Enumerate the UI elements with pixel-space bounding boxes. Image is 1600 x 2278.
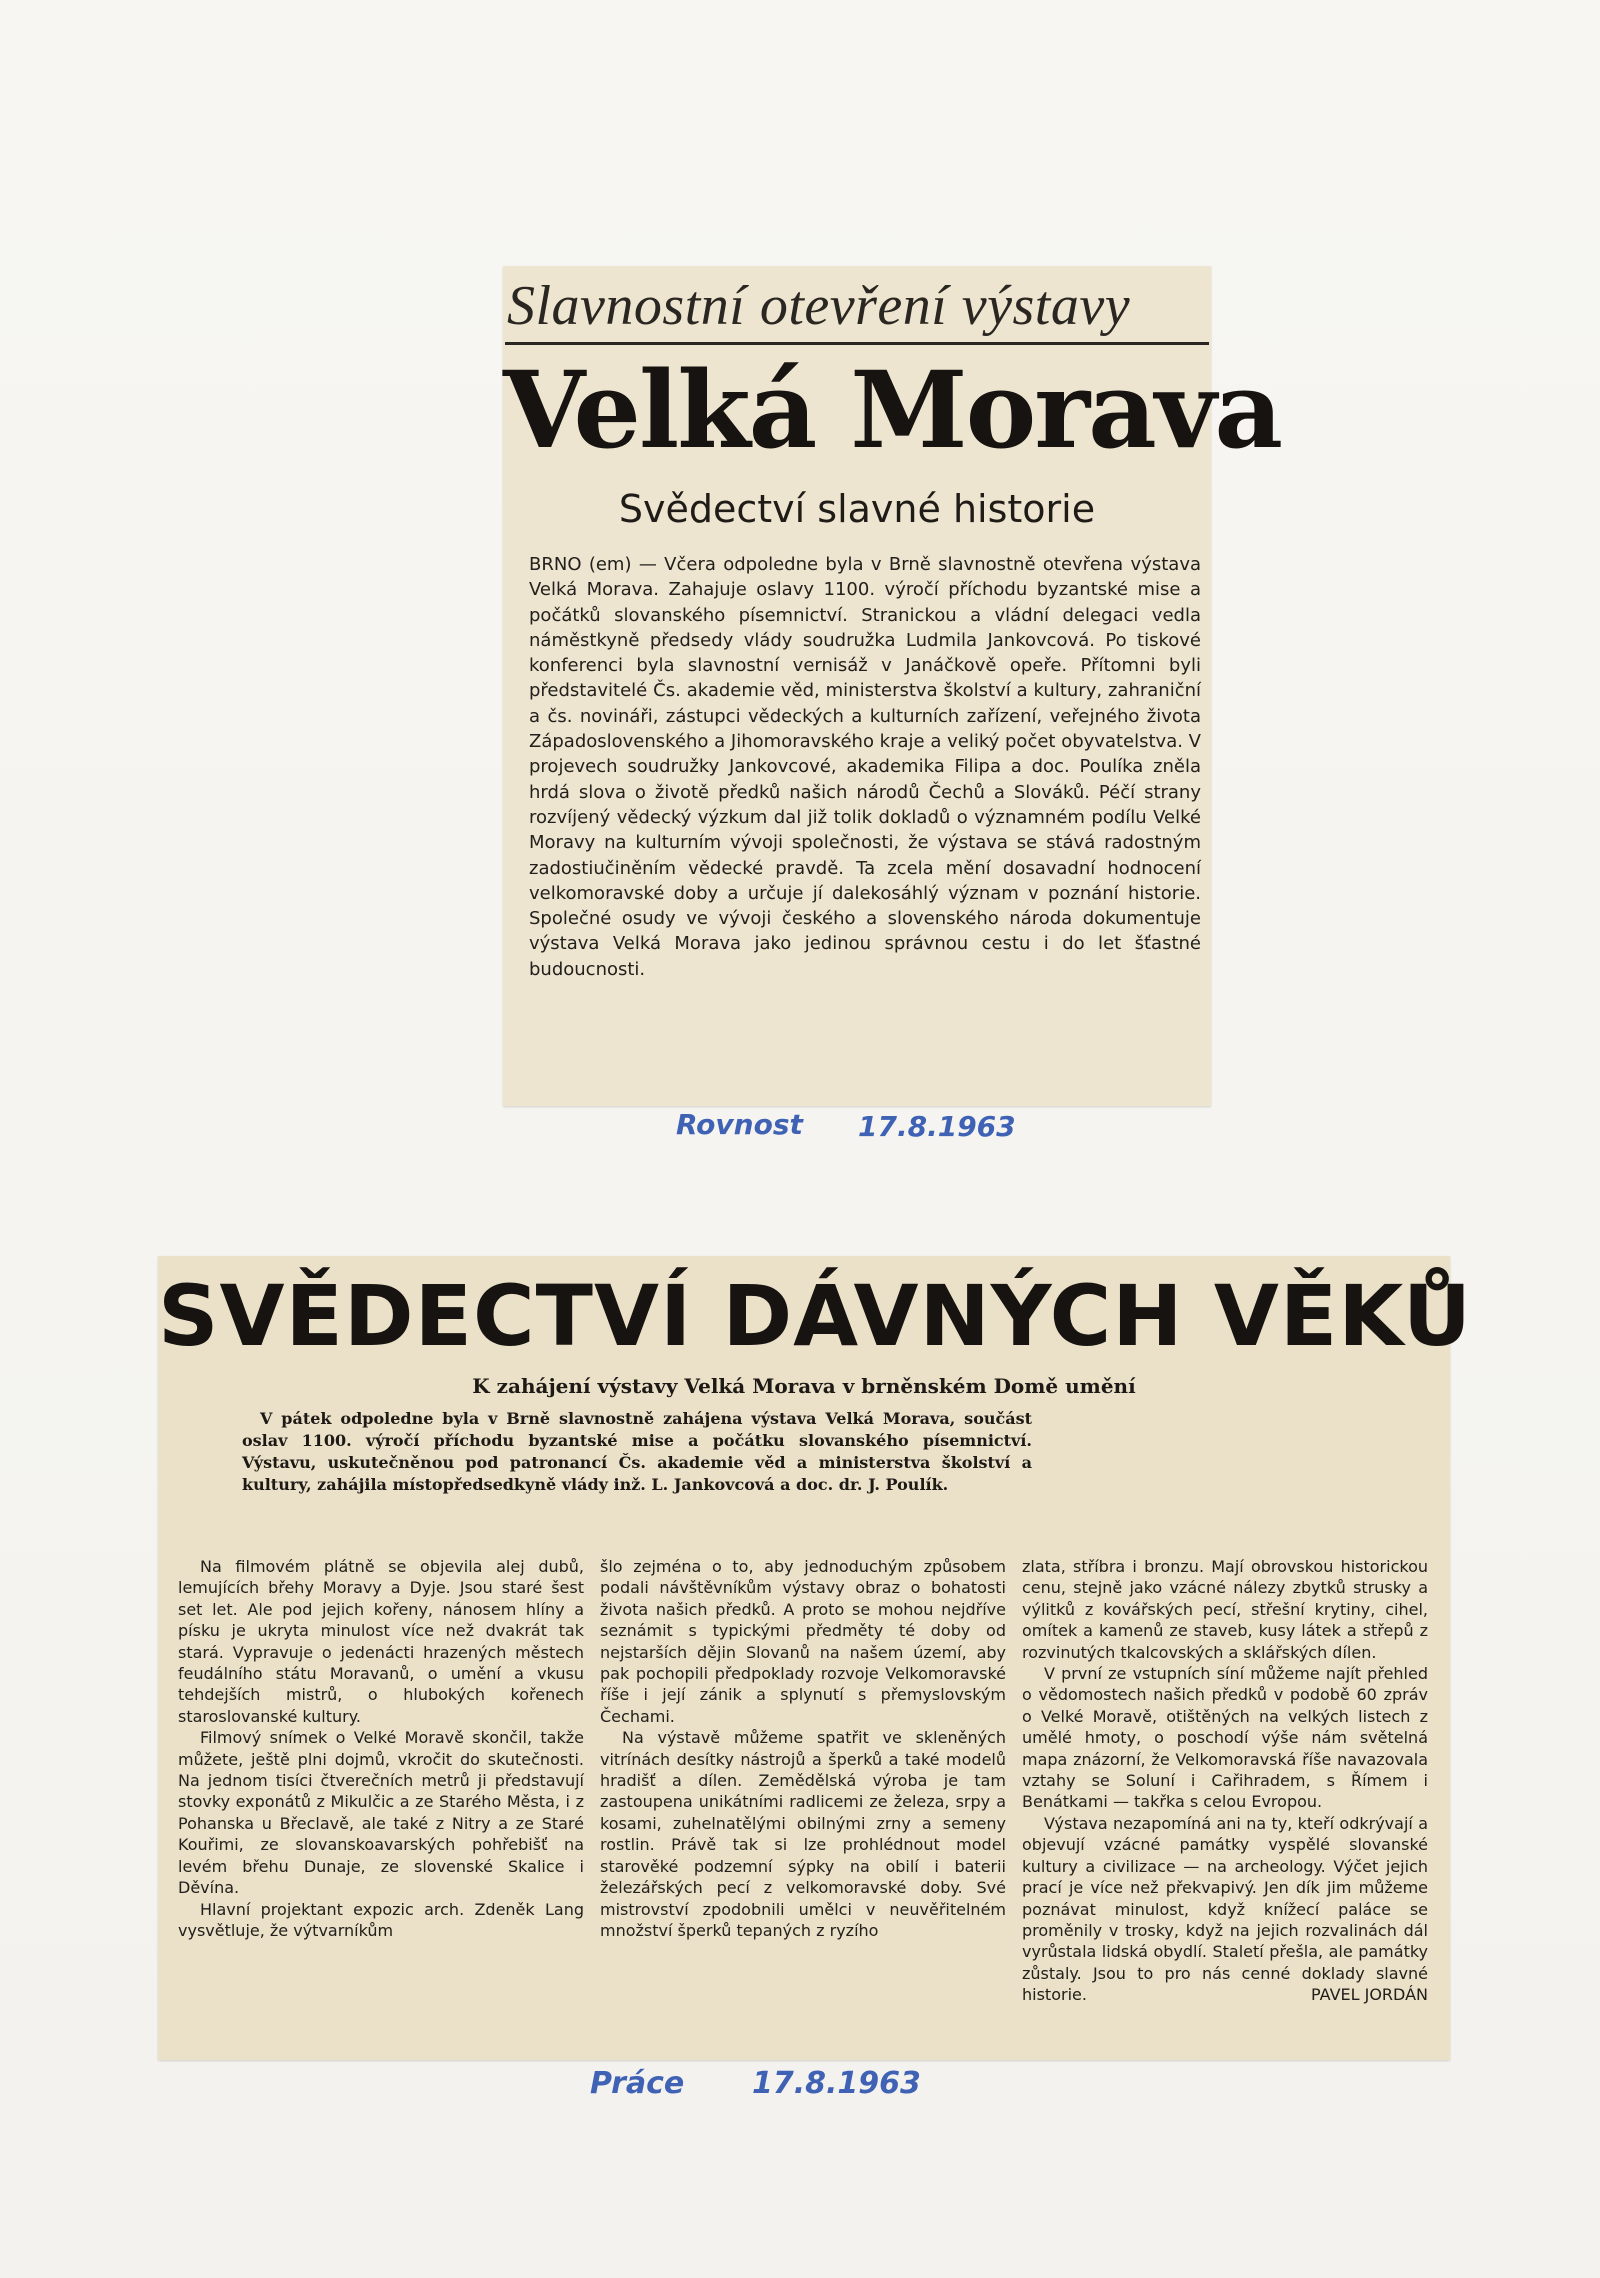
paragraph: zlata, stříbra i bronzu. Mají obrovskou historickou cenu, stejně jako vzácné nálezy zbytků strusky a výlitků z kovářských pecí, střešní krytiny, cihel, omítek a kamenů ze staveb, kusy látek a střepů z rozvinutých tkalcovských a sklářských dílen. — [1022, 1557, 1428, 1662]
article-column-2 — [600, 1556, 1006, 1941]
article-subhead: K zahájení výstavy Velká Morava v brněnském Domě umění — [472, 1374, 1136, 1398]
newspaper-clipping-prace — [158, 1256, 1473, 2060]
article-subhead: Svědectví slavné historie — [618, 487, 1096, 531]
handwritten-source-note: Rovnost — [676, 1108, 803, 1141]
article-column-3 — [1022, 1556, 1428, 2006]
article-body: BRNO (em) — Včera odpoledne byla v Brně slavnostně otevřena výstava Velká Morava. Zahajuje oslavy 1100. výročí příchodu byzantské mise a počátků slovanského písemnictví. Stranickou a vládní delegaci vedla náměstkyně předsedy vlády soudružka Ludmila Jankovcová. Po tiskové konferenci byla slavnostní vernisáž v Janáčkově opeře. Přítomni byli představitelé Čs. akademie věd, ministerstva školství a kultury, zahraniční a čs. novináři, zástupci vědeckých a kulturních zařízení, veřejného života Západoslovenského a Jihomoravského kraje a veliký počet obyvatelstva. V projevech soudružky Jankovcové, akademika Filipa a doc. Poulíka zněla hrdá slova o životě předků našich národů Čechů a Slováků. Péčí strany rozvíjený vědecký výzkum dal již tolik dokladů o významném podílu Velké Moravy na kulturním vývoji společnosti, že výstava se stává radostným zadostiučiněním vědecké pravdě. Ta zcela mění dosavadní hodnocení velkomoravské doby a určuje jí dalekosáhlý význam v poznání historie. Společné osudy ve vývoji českého a slovenského národa dokumentuje výstava Velká Morava jako jedinou správnou cestu i do let šťastné budoucnosti. — [529, 554, 1201, 980]
paragraph: šlo zejména o to, aby jednoduchým způsobem podali návštěvníkům výstavy obraz o bohatosti života našich předků. A proto se mohou nejdříve seznámit s typickými předměty té doby od nejstarších dějin Slovanů na našem území, aby pak pochopili předpoklady rozvoje Velkomoravské říše i její zánik a splynutí s přemyslovským Čechami. — [600, 1557, 1006, 1726]
article-column-1 — [178, 1556, 584, 1941]
handwritten-date-note: 17.8.1963 — [752, 2066, 921, 2101]
paragraph: Na výstavě můžeme spatřit ve skleněných vitrínách desítky nástrojů a šperků a také modelů hradišť a dílen. Zemědělská výroba je tam zastoupena unikátními radlicemi ze železa, srpy a kosami, zuhelnatělými obilnými zrny a semeny rostlin. Právě tak si lze prohlédnout model starověké podzemní sýpky na obilí i baterii železářských pecí z velkomoravské doby. Své mistrovství zpodobnili umělci v neuvěřitelném množství šperků tepaných z ryzího — [600, 1728, 1006, 1940]
article-kicker: Slavnostní otevření výstavy — [507, 275, 1131, 337]
article-headline: SVĚDECTVÍ DÁVNÝCH VĚKŮ — [158, 1267, 1473, 1365]
article-lead: V pátek odpoledne byla v Brně slavnostně zahájena výstava Velká Morava, součást oslav 1100. výročí příchodu byzantské mise a počátku slovanského písemnictví. Výstavu, uskutečněnou pod patronancí Čs. akademie věd a ministerstva školství a kultury, zahájila místopředsedkyně vlády inž. L. Jankovcová a doc. dr. J. Poulík. — [242, 1409, 1032, 1494]
paragraph: V první ze vstupních síní můžeme najít přehled o vědomostech našich předků v podobě 60 zpráv o Velké Moravě, otištěných na velkých listech z umělé hmoty, o poschodí výše nám světelná mapa znázorní, že Velkomoravská říše navazovala vztahy se Soluní i Cařihradem, s Římem i Benátkami — takřka s celou Evropou. — [1022, 1664, 1428, 1812]
newspaper-clipping-rovnost — [503, 266, 1282, 1106]
paragraph-text: Výstava nezapomíná ani na ty, kteří odkrývají a objevují vzácné památky vyspělé slovanské kultury a civilizace — na archeology. Výčet jejich prací je více než překvapivý. Jen dík jim můžeme poznávat minulost, když knížecí paláce se proměnily v trosky, když na jejich rozvalinách dál vyrůstala lidská obydlí. Staletí přešla, ale památky zůstaly. Jsou to pro nás cenné doklady slavné historie. — [1022, 1813, 1428, 2005]
paragraph: Hlavní projektant expozic arch. Zdeněk Lang vysvětluje, že výtvarníkům — [178, 1899, 584, 1940]
paragraph — [1022, 1813, 1428, 2006]
author-byline: PAVEL JORDÁN — [1311, 1985, 1428, 2005]
article-headline: Velká Morava — [503, 347, 1282, 472]
paragraph: Na filmovém plátně se objevila alej dubů, lemujících břehy Moravy a Dyje. Jsou staré šest set let. Ale pod jejich kořeny, nánosem hlíny a písku je ukryta minulost více než dvakrát tak stará. Vypravuje o jedenácti hrazených městech feudálního státu Moravanů, o umění a vkusu tehdejších mistrů, o hlubokých kořenech staroslovanské kultury. — [178, 1557, 584, 1726]
handwritten-date-note: 17.8.1963 — [858, 1110, 1016, 1143]
kicker-rule — [505, 342, 1209, 345]
paragraph: Filmový snímek o Velké Moravě skončil, takže můžete, ještě plni dojmů, vkročit do skutečnosti. Na jednom tisíci čtverečních metrů ji představují stovky exponátů z Mikulčic a ze Starého Města, i z Pohanska u Břeclavě, ale také z Nitry a ze Staré Kouřimi, ze slovanskoavarských pohřebišť na levém břehu Dunaje, ze slovenské Skalice i Děvína. — [178, 1728, 584, 1898]
handwritten-source-note: Práce — [590, 2066, 685, 2101]
